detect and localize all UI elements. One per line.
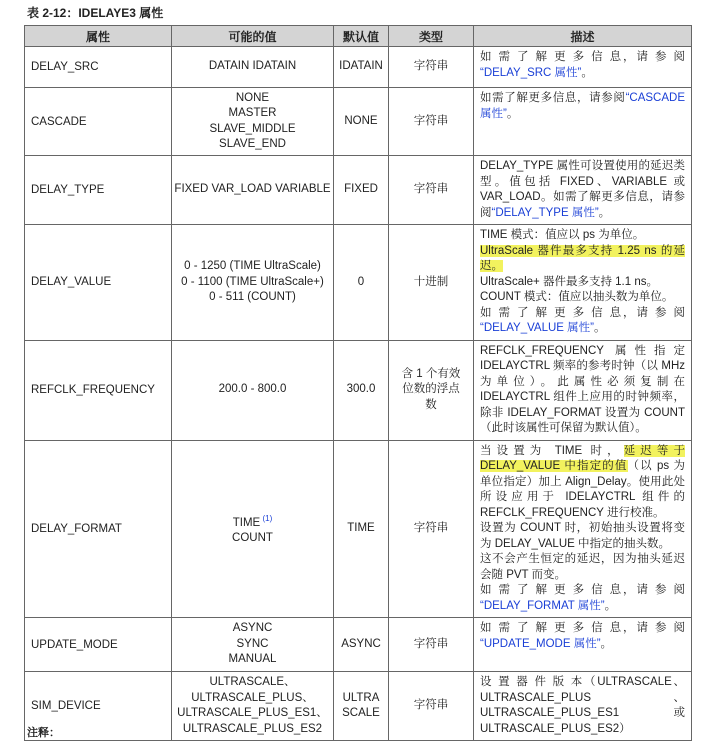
- description-link[interactable]: “DELAY_TYPE 属性”: [491, 206, 599, 219]
- description: [474, 225, 692, 341]
- attribute-name: DELAY_FORMAT: [25, 440, 172, 618]
- possible-value: SYNC: [236, 637, 269, 650]
- description-text: 如 需 了 解 更 多 信 息，请 参 阅: [480, 306, 685, 319]
- possible-value: NONE: [235, 91, 270, 104]
- header-default: 默认值: [334, 26, 389, 47]
- default-value: 0: [334, 225, 389, 341]
- possible-value: 200.0 - 800.0: [218, 383, 287, 396]
- description-text: UltraScale+ 器件最多支持 1.1 ns。: [480, 275, 658, 288]
- description-link[interactable]: “CASCADE 属性”: [480, 92, 685, 120]
- possible-value: 0 - 1250 (TIME UltraScale): [184, 260, 321, 272]
- default-value: ULTRASCALE: [334, 672, 389, 741]
- attribute-name: CASCADE: [25, 88, 172, 156]
- possible-values: [172, 225, 334, 341]
- table-header-row: [25, 26, 692, 47]
- description-text: 当设置为 TIME 时，: [480, 444, 624, 457]
- description-paragraph: [480, 444, 685, 522]
- table-caption: 表 2-12：IDELAYE3 属性: [27, 6, 164, 20]
- description-text: 。: [581, 66, 593, 79]
- description-text: REFCLK_FREQUENCY 属性指定 IDELAYCTRL 频率的参考时钟（以 MHz 为单位）。此属性必须复制在 IDELAYCTRL 组件上应用的时钟频率，除非 IDELAY_FORMAT 设置为 COUNT（此时该属性可保留为默认值）。: [480, 344, 685, 434]
- description: [474, 672, 692, 741]
- default-value: 300.0: [334, 340, 389, 440]
- table-row: [25, 225, 692, 341]
- description-paragraph: [480, 306, 685, 337]
- description-link[interactable]: “DELAY_VALUE 属性”: [480, 322, 594, 334]
- possible-value: ULTRASCALE、: [209, 676, 296, 688]
- possible-values: [172, 440, 334, 618]
- description-paragraph: [480, 552, 685, 583]
- value-type: 十进制: [389, 225, 474, 341]
- value-type: 字符串: [389, 672, 474, 741]
- default-value: NONE: [334, 88, 389, 156]
- possible-value: TIME $^{(1)}$: [232, 513, 273, 529]
- attribute-name: DELAY_SRC: [25, 47, 172, 88]
- possible-value: ULTRASCALE_PLUS_ES1、: [177, 707, 328, 719]
- description-link[interactable]: “DELAY_SRC 属性”: [480, 66, 582, 79]
- table-row: [25, 618, 692, 672]
- value-type: 字符串: [389, 156, 474, 225]
- description-text: TIME 模式：值应以 ps 为单位。: [480, 229, 645, 241]
- value-type: 字符串: [389, 88, 474, 156]
- description-paragraph: [480, 583, 685, 614]
- description-text: 如 需 了 解 更 多 信 息，请 参 阅: [480, 51, 685, 63]
- possible-values: [172, 156, 334, 225]
- value-type: 字符串: [389, 47, 474, 88]
- description-text: 。: [506, 107, 519, 120]
- attribute-name: REFCLK_FREQUENCY: [25, 340, 172, 440]
- description-text: DELAY_TYPE 属性可设置使用的延迟类型。值包括 FIXED、VARIABLE 或 VAR_LOAD。如需了解更多信息，请参阅: [480, 160, 685, 219]
- table-row: [25, 340, 692, 440]
- table-row: [25, 47, 692, 88]
- value-type: 字符串: [389, 618, 474, 672]
- default-value: TIME: [334, 440, 389, 618]
- possible-value: ASYNC: [232, 622, 273, 635]
- value-type: 字符串: [389, 440, 474, 618]
- possible-value: 0 - 1100 (TIME UltraScale+): [181, 275, 324, 288]
- description-text: 。: [604, 599, 617, 612]
- table-row: [25, 672, 692, 741]
- attribute-name: UPDATE_MODE: [25, 618, 172, 672]
- description-paragraph: [480, 228, 685, 244]
- description-link[interactable]: “UPDATE_MODE 属性”: [480, 637, 601, 650]
- description-link[interactable]: “DELAY_FORMAT 属性”: [480, 599, 605, 612]
- description-text: 如 需 了 解 更 多 信 息，请 参 阅: [480, 622, 685, 634]
- description: [474, 88, 692, 156]
- possible-values: [172, 47, 334, 88]
- attribute-name: SIM_DEVICE: [25, 672, 172, 741]
- description-text: 如需了解更多信息，请参阅: [480, 92, 626, 104]
- possible-value: SLAVE_END: [219, 138, 286, 150]
- header-possible-values: 可能的值: [172, 26, 334, 47]
- possible-values: [172, 672, 334, 741]
- table-row: [25, 156, 692, 225]
- description-paragraph: [480, 290, 685, 306]
- possible-value: 0 - 511 (COUNT): [209, 291, 296, 303]
- header-description: 描述: [474, 26, 692, 47]
- description: [474, 47, 692, 88]
- notes-label: 注释：: [27, 727, 60, 739]
- possible-value: FIXED VAR_LOAD VARIABLE: [174, 183, 331, 196]
- description-paragraph: [480, 521, 685, 552]
- table-row: [25, 88, 692, 156]
- attribute-table: [24, 25, 692, 741]
- footnote-ref[interactable]: (1): [260, 513, 273, 523]
- possible-value: SLAVE_MIDDLE: [209, 122, 296, 135]
- description-text: 如 需 了 解 更 多 信 息，请 参 阅: [480, 584, 685, 596]
- possible-value: ULTRASCALE_PLUS_ES2: [182, 722, 323, 735]
- description-highlight: 延迟等于 DELAY_VALUE 中指定的值: [480, 444, 686, 472]
- header-attribute: 属性: [25, 26, 172, 47]
- description-text: 。: [600, 637, 613, 650]
- possible-values: [172, 618, 334, 672]
- possible-value: MANUAL: [228, 653, 277, 666]
- value-type: 含 1 个有效位数的浮点数: [389, 340, 474, 440]
- possible-value: COUNT: [232, 532, 273, 545]
- possible-values: [172, 340, 334, 440]
- possible-value: ULTRASCALE_PLUS、: [191, 691, 314, 704]
- description-text: （以 ps 为单位指定）加上 Align_Delay。使用此处所设应用于 IDELAYCTRL 组件的 REFCLK_FREQUENCY 进行校准。: [480, 460, 685, 519]
- description-paragraph: [480, 244, 685, 275]
- description-text: 。: [598, 206, 611, 219]
- description-paragraph: [480, 275, 685, 291]
- description-text: 。: [593, 322, 606, 334]
- table-row: [25, 440, 692, 618]
- default-value: ASYNC: [334, 618, 389, 672]
- description: [474, 340, 692, 440]
- attribute-name: DELAY_TYPE: [25, 156, 172, 225]
- possible-values: [172, 88, 334, 156]
- description: [474, 440, 692, 618]
- description-highlight: UltraScale 器件最多支持 1.25 ns 的延迟。: [480, 244, 685, 272]
- possible-value: DATAIN IDATAIN: [208, 60, 297, 73]
- description-text: 这不会产生恒定的延迟，因为抽头延迟会随 PVT 而变。: [480, 553, 685, 581]
- description: [474, 618, 692, 672]
- description-text: 设置为 COUNT 时，初始抽头设置将变为 DELAY_VALUE 中指定的抽头数。: [480, 522, 685, 550]
- possible-value: MASTER: [228, 107, 277, 119]
- description: [474, 156, 692, 225]
- description-text: 设 置 器 件 版 本（ULTRASCALE、ULTRASCALE_PLUS、ULTRASCALE_PLUS_ES1 或 ULTRASCALE_PLUS_ES2）: [480, 676, 685, 735]
- default-value: IDATAIN: [334, 47, 389, 88]
- default-value: FIXED: [334, 156, 389, 225]
- description-text: COUNT 模式：值应以抽头数为单位。: [480, 291, 674, 303]
- attribute-name: DELAY_VALUE: [25, 225, 172, 341]
- header-type: 类型: [389, 26, 474, 47]
